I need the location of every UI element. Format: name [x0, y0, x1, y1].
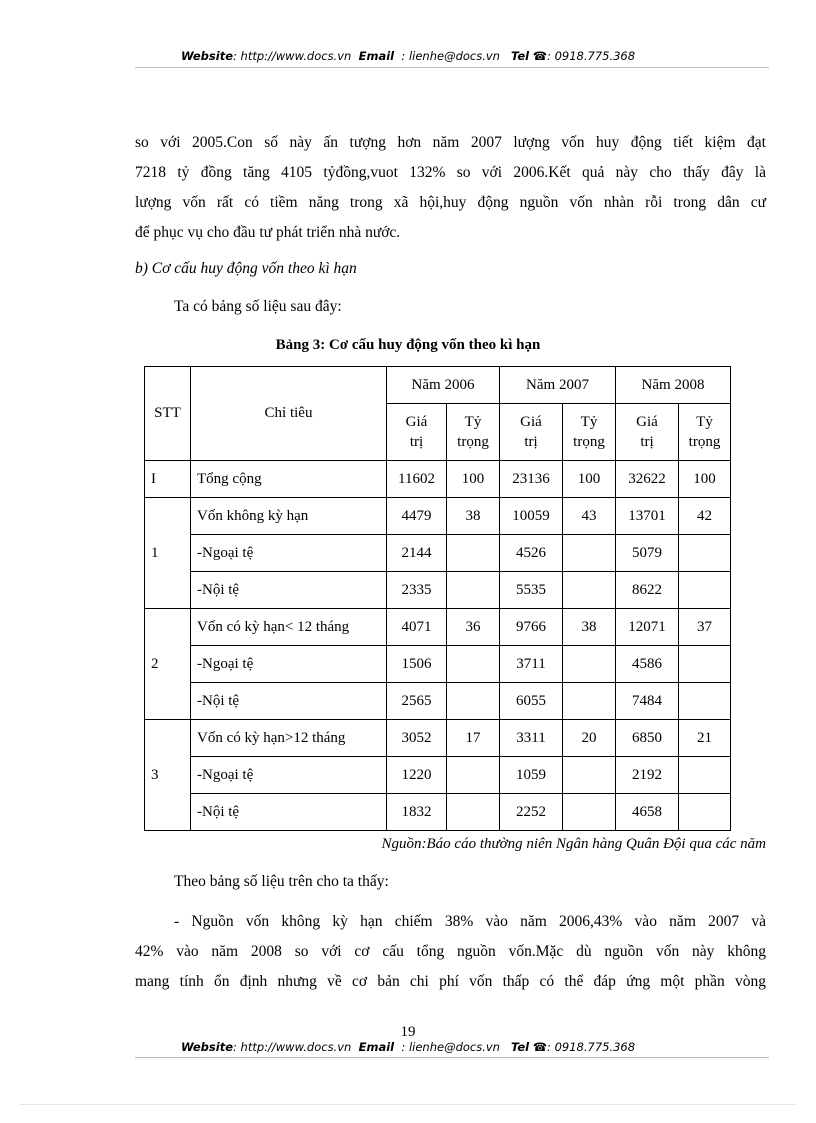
paragraph-line: để phục vụ cho đầu tư phát triển nhà nước.: [135, 224, 401, 241]
share-cell: [679, 794, 731, 831]
value-cell: 23136: [500, 461, 563, 498]
share-cell: [679, 646, 731, 683]
table-groups: [145, 498, 731, 831]
share-cell: 100: [679, 461, 731, 498]
value-cell: 12071: [616, 609, 679, 646]
share-cell: [563, 794, 616, 831]
share-cell: [563, 757, 616, 794]
header-divider: [135, 67, 769, 68]
page-number: 19: [400, 1024, 416, 1040]
stt-cell: I: [145, 461, 191, 498]
share-cell: 36: [447, 609, 500, 646]
table-row: [145, 609, 731, 646]
value-cell: 6055: [500, 683, 563, 720]
value-cell: 4586: [616, 646, 679, 683]
subheader-share: Tỷ trọng: [679, 404, 731, 461]
value-cell: 3311: [500, 720, 563, 757]
value-cell: 6850: [616, 720, 679, 757]
page-edge: [20, 1104, 796, 1105]
share-cell: [679, 757, 731, 794]
share-cell: 37: [679, 609, 731, 646]
indicator-cell: Vốn không kỳ hạn: [191, 498, 387, 535]
website-value: : http://www.docs.vn: [233, 1040, 352, 1054]
share-cell: [563, 572, 616, 609]
table-row: [145, 646, 731, 683]
paragraph-line: 42% vào năm 2008 so với cơ cấu tổng nguồn vốn.Mặc dù nguồn vốn này không: [135, 943, 766, 960]
share-cell: [447, 757, 500, 794]
stt-cell: 2: [145, 609, 191, 720]
indicator-cell: -Nội tệ: [191, 683, 387, 720]
after-table-text: Theo bảng số liệu trên cho ta thấy:: [174, 873, 389, 890]
header-year: Năm 2008: [616, 367, 731, 404]
share-cell: 21: [679, 720, 731, 757]
section-heading: b) Cơ cấu huy động vốn theo kì hạn: [135, 260, 357, 277]
value-cell: 1506: [387, 646, 447, 683]
table-row: [145, 498, 731, 535]
value-cell: 5535: [500, 572, 563, 609]
paragraph-line: lượng vốn rất có tiềm năng trong xã hội,huy động nguồn vốn nhàn rỗi trong dân cư: [135, 194, 766, 211]
email-value: : lienhe@docs.vn: [401, 49, 500, 63]
share-cell: 100: [447, 461, 500, 498]
value-cell: 1832: [387, 794, 447, 831]
value-cell: 1220: [387, 757, 447, 794]
page-header: [0, 49, 816, 63]
email-label: Email: [358, 49, 395, 63]
paragraph-line: - Nguồn vốn không kỳ hạn chiếm 38% vào năm 2006,43% vào năm 2007 và: [174, 913, 766, 930]
share-cell: [563, 535, 616, 572]
indicator-cell: -Ngoại tệ: [191, 535, 387, 572]
value-cell: 3052: [387, 720, 447, 757]
value-cell: 4479: [387, 498, 447, 535]
stt-cell: 1: [145, 498, 191, 609]
indicator-cell: Vốn có kỳ hạn>12 tháng: [191, 720, 387, 757]
paragraph-line: 7218 tỷ đồng tăng 4105 tỷđồng,vuot 132% so với 2006.Kết quả này cho thấy đây là: [135, 164, 766, 181]
value-cell: 4526: [500, 535, 563, 572]
tel-value: : 0918.775.368: [547, 49, 636, 63]
value-cell: 5079: [616, 535, 679, 572]
tel-label: Tel: [510, 1040, 530, 1054]
indicator-cell: Vốn có kỳ hạn< 12 tháng: [191, 609, 387, 646]
subheader-share: Tỷ trọng: [563, 404, 616, 461]
paragraph-line: mang tính ổn định nhưng về cơ bản chi phí vốn thấp có thể đáp ứng một phần vòng: [135, 973, 766, 990]
value-cell: 2335: [387, 572, 447, 609]
page-footer: [0, 1040, 816, 1054]
share-cell: 38: [447, 498, 500, 535]
value-cell: 2192: [616, 757, 679, 794]
table-header-row: [145, 367, 731, 404]
paragraph-line: so với 2005.Con số này ấn tượng hơn năm 2007 lượng vốn huy động tiết kiệm đạt: [135, 134, 766, 151]
header-stt: STT: [145, 367, 191, 461]
share-cell: [679, 535, 731, 572]
value-cell: 1059: [500, 757, 563, 794]
share-cell: 38: [563, 609, 616, 646]
intro-text: Ta có bảng số liệu sau đây:: [174, 298, 342, 315]
table-row: [145, 757, 731, 794]
header-year: Năm 2006: [387, 367, 500, 404]
phone-icon: ☎: [532, 1040, 548, 1054]
table-row: [145, 794, 731, 831]
value-cell: 2252: [500, 794, 563, 831]
share-cell: [447, 535, 500, 572]
value-cell: 4071: [387, 609, 447, 646]
share-cell: [447, 646, 500, 683]
value-cell: 2565: [387, 683, 447, 720]
table-title: Bảng 3: Cơ cấu huy động vốn theo kì hạn: [275, 337, 541, 353]
value-cell: 10059: [500, 498, 563, 535]
value-cell: 2144: [387, 535, 447, 572]
value-cell: 13701: [616, 498, 679, 535]
share-cell: [447, 794, 500, 831]
subheader-value: Giá trị: [616, 404, 679, 461]
stt-cell: 3: [145, 720, 191, 831]
tel-label: Tel: [510, 49, 530, 63]
share-cell: 20: [563, 720, 616, 757]
website-value: : http://www.docs.vn: [233, 49, 352, 63]
phone-icon: ☎: [532, 49, 548, 63]
paragraph-2: [135, 907, 766, 997]
indicator-cell: -Nội tệ: [191, 572, 387, 609]
share-cell: 42: [679, 498, 731, 535]
table-row: [145, 683, 731, 720]
indicator-cell: -Ngoại tệ: [191, 646, 387, 683]
value-cell: 4658: [616, 794, 679, 831]
email-value: : lienhe@docs.vn: [401, 1040, 500, 1054]
share-cell: [563, 683, 616, 720]
email-label: Email: [358, 1040, 395, 1054]
subheader-share: Tỷ trọng: [447, 404, 500, 461]
indicator-cell: -Ngoại tệ: [191, 757, 387, 794]
indicator-cell: -Nội tệ: [191, 794, 387, 831]
footer-divider: [135, 1057, 769, 1058]
share-cell: [447, 572, 500, 609]
share-cell: [447, 683, 500, 720]
share-cell: [563, 646, 616, 683]
table-row: [145, 535, 731, 572]
website-label: Website: [180, 1040, 234, 1054]
share-cell: [679, 683, 731, 720]
value-cell: 32622: [616, 461, 679, 498]
header-year: Năm 2007: [500, 367, 616, 404]
subheader-value: Giá trị: [387, 404, 447, 461]
website-label: Website: [180, 49, 234, 63]
paragraph-1: [135, 128, 766, 248]
header-indicator: Chỉ tiêu: [191, 367, 387, 461]
value-cell: 3711: [500, 646, 563, 683]
value-cell: 9766: [500, 609, 563, 646]
table-row-total: [145, 461, 731, 498]
share-cell: 43: [563, 498, 616, 535]
value-cell: 7484: [616, 683, 679, 720]
tel-value: : 0918.775.368: [547, 1040, 636, 1054]
subheader-value: Giá trị: [500, 404, 563, 461]
share-cell: [679, 572, 731, 609]
share-cell: 17: [447, 720, 500, 757]
table-row: [145, 720, 731, 757]
share-cell: 100: [563, 461, 616, 498]
value-cell: 11602: [387, 461, 447, 498]
indicator-cell: Tổng cộng: [191, 461, 387, 498]
data-table: [144, 366, 731, 831]
table-row: [145, 572, 731, 609]
table-source: Nguồn:Báo cáo thường niên Ngân hàng Quân Đội qua các năm: [381, 836, 766, 852]
value-cell: 8622: [616, 572, 679, 609]
